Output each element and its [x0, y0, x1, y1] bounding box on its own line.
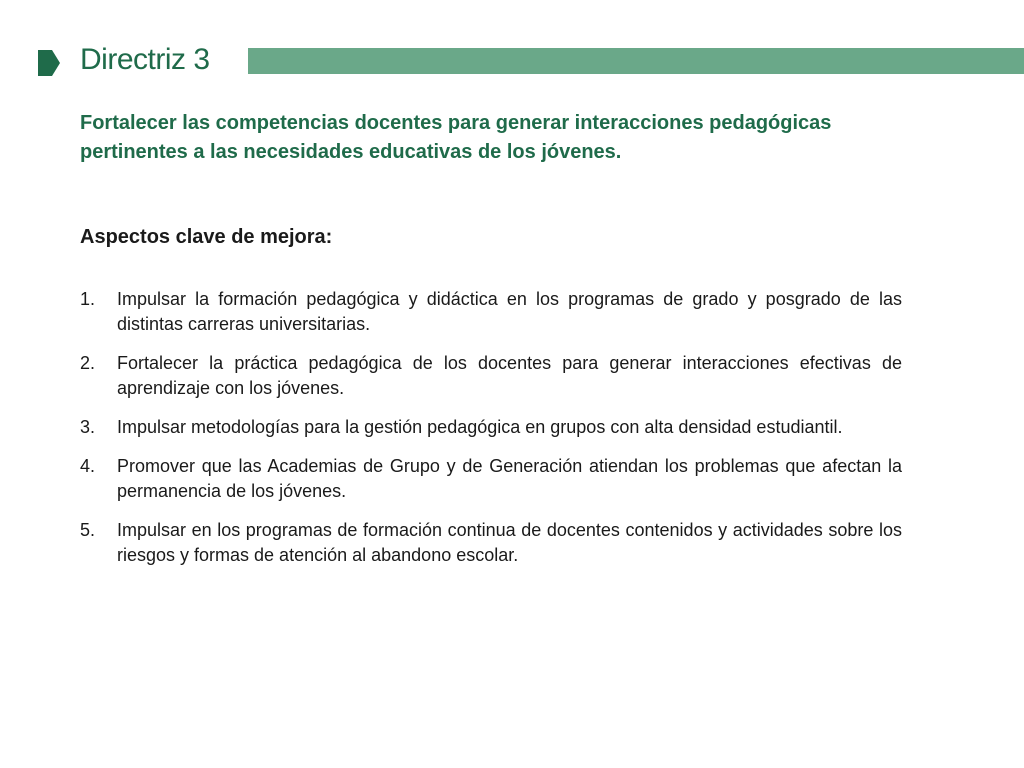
list-item-number: 3.	[80, 417, 96, 437]
slide-title: Directriz 3	[80, 43, 210, 76]
list-item	[80, 415, 902, 440]
list-item-text: Impulsar metodologías para la gestión pedagógica en grupos con alta densidad estudiantil.	[117, 417, 843, 437]
section-heading: Aspectos clave de mejora:	[80, 226, 333, 248]
list-item	[80, 287, 902, 337]
list-item-text: Impulsar en los programas de formación continua de docentes contenidos y actividades sobre los riesgos y formas de atención al abandono escolar.	[117, 520, 902, 565]
list-item	[80, 351, 902, 401]
list-item-text: Impulsar la formación pedagógica y didáctica en los programas de grado y posgrado de las distintas carreras universitarias.	[117, 289, 902, 334]
directive-subtitle: Fortalecer las competencias docentes para generar interacciones pedagógicas pertinentes a las necesidades educativas de los jóvenes.	[80, 112, 832, 163]
list-item-text: Promover que las Academias de Grupo y de Generación atiendan los problemas que afectan la permanencia de los jóvenes.	[117, 456, 902, 501]
list-item	[80, 518, 902, 568]
title-decoration-bar	[248, 48, 1024, 74]
list-item	[80, 454, 902, 504]
key-aspects-list	[80, 287, 902, 582]
bookmark-arrow-icon	[38, 50, 60, 76]
list-item-number: 1.	[80, 289, 96, 309]
list-item-number: 4.	[80, 456, 96, 476]
list-item-number: 2.	[80, 353, 96, 373]
list-item-text: Fortalecer la práctica pedagógica de los docentes para generar interacciones efectivas de aprendizaje con los jóvenes.	[117, 353, 902, 398]
list-item-number: 5.	[80, 520, 96, 540]
